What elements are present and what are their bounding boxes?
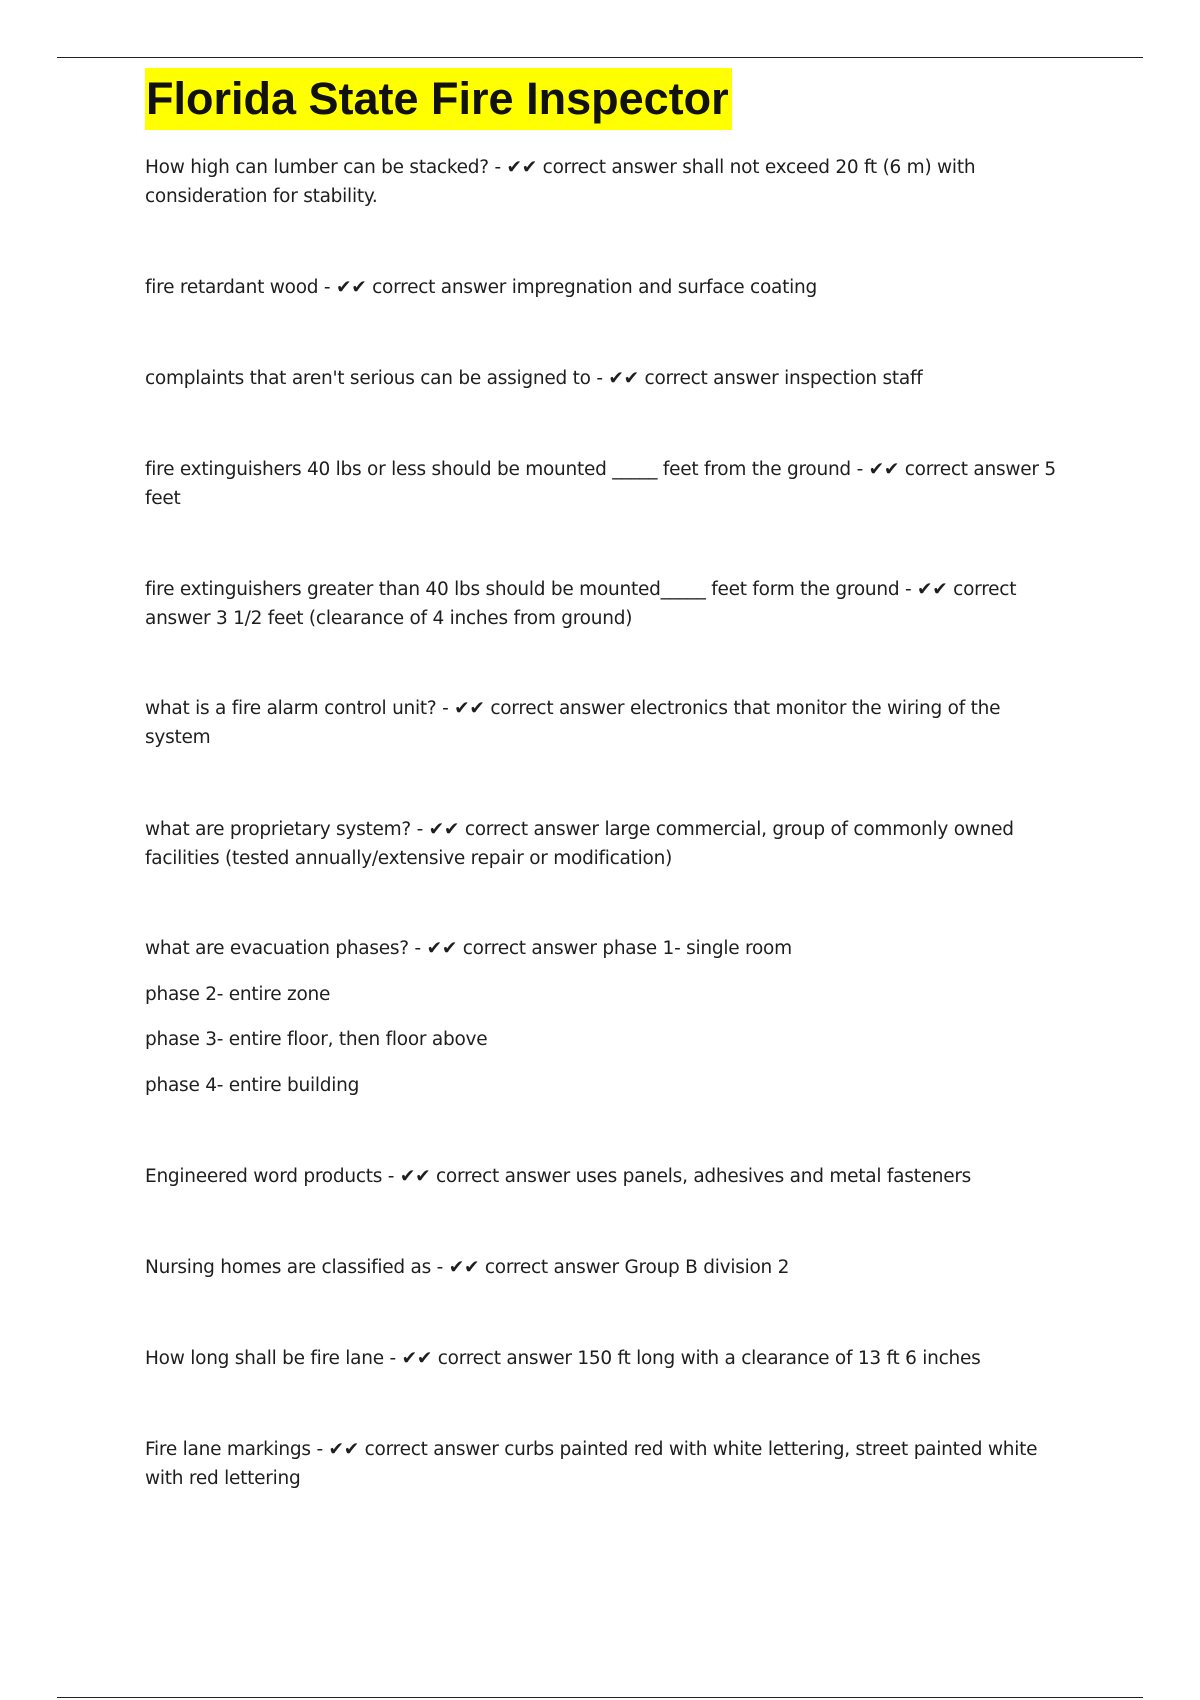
qa-text xyxy=(145,576,1065,633)
qa-item xyxy=(145,154,1065,211)
qa-question: Engineered word products xyxy=(145,1166,383,1187)
answer-marker: - ✔✔ correct answer xyxy=(596,368,779,389)
qa-answer: 3 1/2 feet (clearance of 4 inches from ground) xyxy=(215,607,633,629)
qa-item xyxy=(145,365,1065,394)
qa-answer: impregnation and surface coating xyxy=(511,277,817,298)
answer-marker: - ✔✔ correct answer xyxy=(494,157,677,178)
qa-item xyxy=(145,1254,1065,1283)
qa-answer: phase 1- single room xyxy=(602,938,792,959)
answer-marker: - ✔✔ correct answer xyxy=(316,1439,499,1460)
qa-answer: uses panels, adhesives and metal fasteners xyxy=(575,1166,972,1187)
qa-text xyxy=(145,1436,1065,1493)
answer-marker: - ✔✔ correct answer xyxy=(416,819,599,840)
qa-question: Nursing homes are classified as xyxy=(145,1257,432,1278)
qa-text xyxy=(145,1163,1065,1192)
qa-text xyxy=(145,1254,1065,1283)
qa-item xyxy=(145,935,1065,1100)
qa-answer: inspection staff xyxy=(784,368,923,389)
qa-text xyxy=(145,365,1065,394)
qa-answer: large commercial, group of commonly owned facilities (tested annually/extensive repair or modification) xyxy=(145,819,1014,869)
qa-answer: curbs painted red with white lettering, street painted white with red lettering xyxy=(145,1439,1038,1489)
qa-text xyxy=(145,816,1065,873)
bottom-rule xyxy=(57,1697,1143,1698)
answer-marker: - ✔✔ correct answer xyxy=(856,459,1039,480)
qa-text xyxy=(145,1345,1065,1374)
qa-answer: 5 feet xyxy=(145,459,1056,509)
qa-item xyxy=(145,1163,1065,1192)
qa-question: Fire lane markings xyxy=(145,1439,311,1460)
document-page xyxy=(145,68,1065,1489)
qa-question: How high can lumber can be stacked? xyxy=(145,157,489,178)
qa-question: what are proprietary system? xyxy=(145,819,411,840)
qa-item xyxy=(145,816,1065,873)
top-rule xyxy=(57,57,1143,58)
qa-item xyxy=(145,1436,1065,1493)
qa-item xyxy=(145,695,1065,752)
answer-marker: - ✔✔ correct answer xyxy=(389,1348,572,1369)
answer-marker: - ✔✔ correct answer xyxy=(323,277,507,298)
qa-question: fire extinguishers greater than 40 lbs should be mounted_____ feet form the ground xyxy=(145,579,900,600)
qa-text xyxy=(145,274,1065,303)
answer-marker: - ✔✔ correct answer xyxy=(387,1166,570,1187)
qa-item xyxy=(145,274,1065,303)
qa-question: complaints that aren't serious can be assigned to xyxy=(145,368,591,389)
qa-extra-line: phase 4- entire building xyxy=(145,1074,360,1096)
qa-extra-line: phase 2- entire zone xyxy=(145,983,331,1005)
qa-question: what are evacuation phases? xyxy=(145,938,409,959)
qa-answer: 150 ft long with a clearance of 13 ft 6 inches xyxy=(577,1348,981,1369)
qa-text xyxy=(145,154,1065,211)
qa-question: what is a fire alarm control unit? xyxy=(145,698,437,719)
qa-question: How long shall be fire lane xyxy=(145,1348,384,1369)
qa-answer: Group B division 2 xyxy=(624,1257,790,1278)
qa-extra-line: phase 3- entire floor, then floor above xyxy=(145,1029,488,1050)
answer-marker: - ✔✔ correct answer xyxy=(436,1257,619,1278)
answer-marker: - ✔✔ correct answer xyxy=(442,698,625,719)
qa-item xyxy=(145,456,1065,513)
qa-text xyxy=(145,695,1065,752)
answer-marker: - ✔✔ correct answer xyxy=(414,938,597,959)
qa-question: fire extinguishers 40 lbs or less should be mounted _____ feet from the ground xyxy=(145,459,851,480)
answer-marker: - ✔✔ correct answer xyxy=(145,579,1017,629)
qa-text xyxy=(145,935,1065,964)
qa-item xyxy=(145,576,1065,633)
qa-answer: electronics that monitor the wiring of the system xyxy=(145,698,1001,748)
document-title: Florida State Fire Inspector xyxy=(145,68,732,130)
qa-question: fire retardant wood xyxy=(145,277,319,298)
qa-item xyxy=(145,1345,1065,1374)
qa-text xyxy=(145,456,1065,513)
qa-answer: shall not exceed 20 ft (6 m) with consideration for stability. xyxy=(145,157,976,207)
